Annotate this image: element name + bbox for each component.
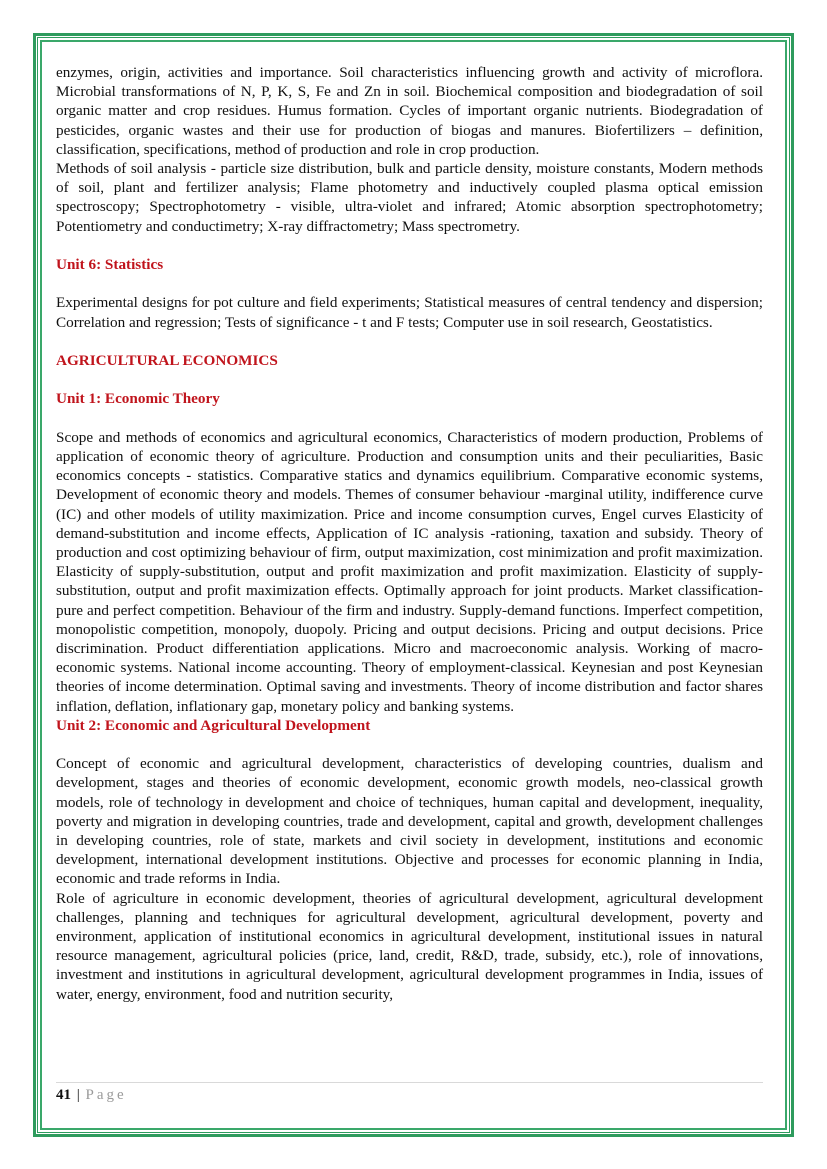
unit6-paragraph: Experimental designs for pot culture and field experiments; Statistical measures of central tendency and dispersion; Correlation and regression; Tests of significance - t and F tests; Computer use in soil research, Geostatistics. xyxy=(56,294,763,331)
spacer xyxy=(56,409,763,428)
unit2-paragraph: Concept of economic and agricultural development, characteristics of developing countries, dualism and development, stages and theories of economic development, economic growth models, neo-classical growth models, role of technology in development and choice of techniques, human capital and development, inequality, poverty and migration in developing countries, trade and development, capital and growth, development challenges in developing countries, role of state, markets and civil society in development, institutions and economic development, international development institutions. Objective and processes for economic planning in India, economic and trade reforms in India. xyxy=(56,755,763,888)
page-footer xyxy=(56,1082,763,1104)
spacer xyxy=(56,370,763,389)
page-content xyxy=(56,63,763,1004)
unit2-heading: Unit 2: Economic and Agricultural Development xyxy=(56,716,371,734)
unit6-heading: Unit 6: Statistics xyxy=(56,256,164,274)
spacer xyxy=(56,236,763,255)
body-paragraph: enzymes, origin, activities and importance. Soil characteristics influencing growth and activity of microflora. Microbial transformations of N, P, K, S, Fe and Zn in soil. Biochemical composition and biodegradation of soil organic matter and crop residues. Humus formation. Cycles of important organic nutrients. Biodegradation of pesticides, organic wastes and their use for production of biogas and manures. Biofertilizers – definition, classification, specifications, method of production and role in crop production. xyxy=(56,64,763,158)
spacer xyxy=(56,332,763,351)
unit1-paragraph: Scope and methods of economics and agricultural economics, Characteristics of modern production, Problems of application of economic theory of agriculture. Production and consumption units and their peculiarities, Basic economics concepts - statistics. Comparative statics and dynamics equilibrium. Comparative economic systems, Development of economic theory and models. Themes of consumer behaviour -marginal utility, indifference curve (IC) and other models of utility maximization. Price and income consumption curves, Engel curves Elasticity of demand-substitution and income effects, Application of IC analysis -rationing, taxation and subsidy. Theory of production and cost optimizing behaviour of firm, output maximization, cost minimization and profit maximization. Elasticity of supply-substitution, output and profit maximization and profit maximization. Elasticity of supply-substitution, output and profit maximization effects. Optimally approach for joint products. Market classification-pure and perfect competition. Behaviour of the firm and industry. Supply-demand functions. Imperfect competition, monopolistic competition, monopoly, duopoly. Pricing and output decisions. Pricing and output decisions. Price discrimination. Product differentiation applications. Micro and macroeconomic analysis. Working of macro-economic systems. National income accounting. Theory of employment-classical. Keynesian and post Keynesian theories of income determination. Optimal saving and investments. Theory of income distribution and factor shares inflation, deflation, inflationary gap, monetary policy and banking systems. xyxy=(56,428,763,715)
footer-separator: | xyxy=(76,1087,80,1103)
page-label: Page xyxy=(85,1087,127,1103)
unit1-heading: Unit 1: Economic Theory xyxy=(56,390,220,408)
page-number: 41 xyxy=(56,1087,71,1103)
section-heading: AGRICULTURAL ECONOMICS xyxy=(56,352,278,369)
unit2-paragraph: Role of agriculture in economic development, theories of agricultural development, agricultural development challenges, planning and techniques for agricultural development, agricultural development, poverty and environment, application of institutional economics in agricultural development, institutional issues in natural resource management, agricultural policies (price, land, credit, R&D, trade, subsidy, etc.), role of innovations, investment and institutions in agricultural development, agricultural development programmes in India, issues of water, energy, environment, food and nutrition security, xyxy=(56,889,763,1003)
spacer xyxy=(56,274,763,293)
spacer xyxy=(56,735,763,754)
body-paragraph: Methods of soil analysis - particle size distribution, bulk and particle density, moisture constants, Modern methods of soil, plant and fertilizer analysis; Flame photometry and inductively coupled plasma optical emission spectroscopy; Spectrophotometry - visible, ultra-violet and infrared; Atomic absorption spectrophotometry; Potentiometry and conductimetry; X-ray diffractometry; Mass spectrometry. xyxy=(56,160,763,235)
